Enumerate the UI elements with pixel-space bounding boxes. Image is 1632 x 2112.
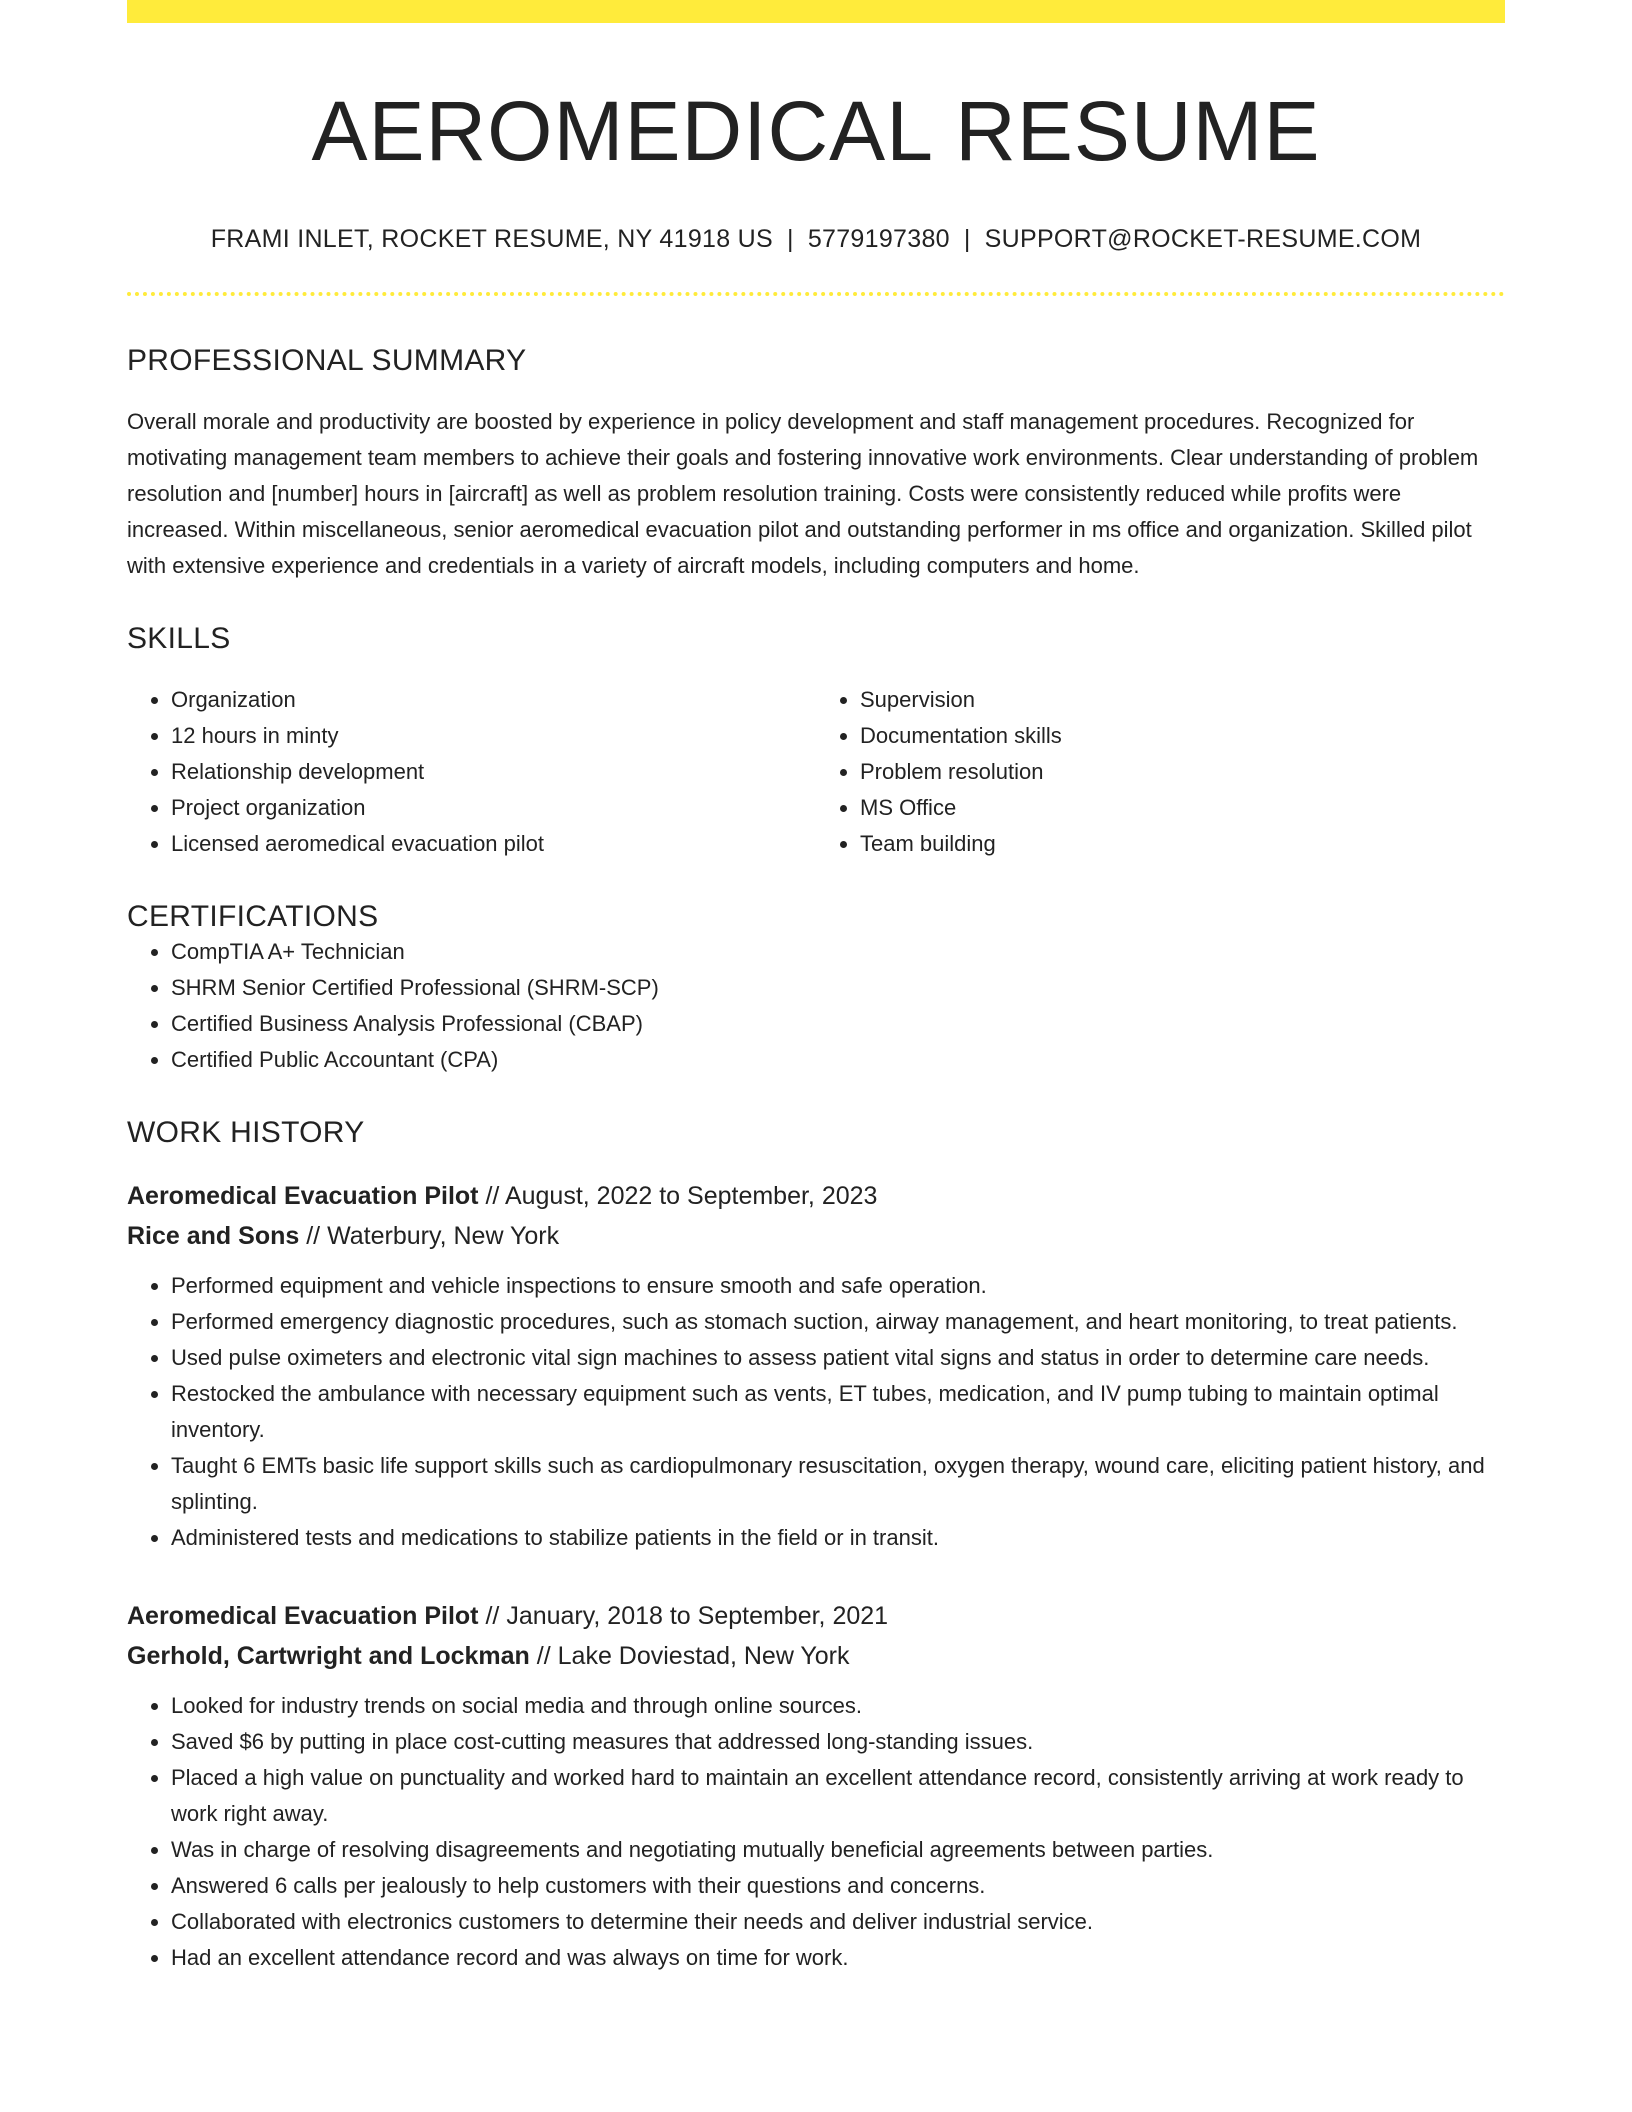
job-company-line (127, 1216, 1505, 1256)
job-bullet: • Answered 6 calls per jealously to help customers with their questions and concerns. (171, 1868, 1505, 1904)
skill-item: • Relationship development (171, 754, 816, 790)
job-separator: // (536, 1642, 551, 1671)
job-bullet: • Placed a high value on punctuality and worked hard to maintain an excellent attendance record, consistently arriving at work ready to work right away. (171, 1760, 1505, 1832)
skill-item: • MS Office (860, 790, 1505, 826)
job-bullets (127, 1688, 1505, 1976)
job-bullet: • Performed equipment and vehicle inspections to ensure smooth and safe operation. (171, 1268, 1505, 1304)
job-company: Gerhold, Cartwright and Lockman (127, 1642, 530, 1671)
job-separator: // (306, 1222, 321, 1251)
summary-text: Overall morale and productivity are boosted by experience in policy development and staff management procedures. Recognized for motivating management team members to achieve their goals and fostering innovative work environments. Clear understanding of problem resolution and [number] hours in [aircraft] as well as problem resolution training. Costs were consistently reduced while profits were increased. Within miscellaneous, senior aeromedical evacuation pilot and outstanding performer in ms office and organization. Skilled pilot with extensive experience and credentials in a variety of aircraft models, including computers and home. (127, 409, 1479, 579)
job-dates: January, 2018 to September, 2021 (506, 1602, 889, 1631)
skill-item: • Supervision (860, 682, 1505, 718)
skill-item: • Organization (171, 682, 816, 718)
certifications-list (127, 934, 1505, 1078)
job-bullet: • Restocked the ambulance with necessary equipment such as vents, ET tubes, medication, and IV pump tubing to maintain optimal inventory. (171, 1376, 1505, 1448)
skills-columns (127, 682, 1505, 862)
skills-list-right (816, 682, 1505, 862)
skill-item: • Project organization (171, 790, 816, 826)
job-bullets (127, 1268, 1505, 1556)
job-company: Rice and Sons (127, 1222, 300, 1251)
job-role-line (127, 1176, 1505, 1216)
job-bullet: • Was in charge of resolving disagreements and negotiating mutually beneficial agreements between parties. (171, 1832, 1505, 1868)
contact-line (127, 225, 1505, 254)
skill-item: • Licensed aeromedical evacuation pilot (171, 826, 816, 862)
certification-item: • Certified Public Accountant (CPA) (171, 1042, 1505, 1078)
job-separator: // (485, 1602, 500, 1631)
job-bullet: • Taught 6 EMTs basic life support skills such as cardiopulmonary resuscitation, oxygen therapy, wound care, eliciting patient history, and splinting. (171, 1448, 1505, 1520)
certifications-heading: CERTIFICATIONS (127, 900, 379, 934)
summary-heading: PROFESSIONAL SUMMARY (127, 344, 527, 378)
job-role-line (127, 1596, 1505, 1636)
dotted-divider (127, 292, 1505, 296)
job-bullet: • Used pulse oximeters and electronic vital sign machines to assess patient vital signs and status in order to determine care needs. (171, 1340, 1505, 1376)
job-role: Aeromedical Evacuation Pilot (127, 1602, 479, 1631)
job-company-line (127, 1636, 1505, 1676)
resume-title: AEROMEDICAL RESUME (311, 84, 1321, 178)
job-separator: // (485, 1182, 500, 1211)
certification-item: • Certified Business Analysis Professional (CBAP) (171, 1006, 1505, 1042)
job-bullet: • Looked for industry trends on social media and through online sources. (171, 1688, 1505, 1724)
contact-separator: | (787, 225, 794, 254)
skills-list-left (127, 682, 816, 862)
work-history-heading: WORK HISTORY (127, 1116, 365, 1150)
certification-item: • SHRM Senior Certified Professional (SHRM-SCP) (171, 970, 1505, 1006)
contact-address: FRAMI INLET, ROCKET RESUME, NY 41918 US (210, 225, 774, 254)
job-bullet: • Administered tests and medications to stabilize patients in the field or in transit. (171, 1520, 1505, 1556)
job-location: Lake Doviestad, New York (557, 1642, 850, 1671)
resume-page (127, 0, 1505, 1976)
job-bullet: • Saved $6 by putting in place cost-cutting measures that addressed long-standing issues. (171, 1724, 1505, 1760)
skill-item: • 12 hours in minty (171, 718, 816, 754)
contact-separator: | (963, 225, 971, 254)
job-entry (127, 1176, 1505, 1556)
certification-item: • CompTIA A+ Technician (171, 934, 1505, 970)
job-bullet: • Had an excellent attendance record and was always on time for work. (171, 1940, 1505, 1976)
job-role: Aeromedical Evacuation Pilot (127, 1182, 479, 1211)
skill-item: • Problem resolution (860, 754, 1505, 790)
contact-phone: 5779197380 (807, 225, 950, 254)
job-entry (127, 1596, 1505, 1976)
contact-email: SUPPORT@ROCKET-RESUME.COM (984, 225, 1422, 254)
job-location: Waterbury, New York (327, 1222, 560, 1251)
job-bullet: • Collaborated with electronics customers to determine their needs and deliver industrial service. (171, 1904, 1505, 1940)
accent-top-bar (127, 0, 1505, 23)
job-dates: August, 2022 to September, 2023 (504, 1182, 878, 1211)
skill-item: • Documentation skills (860, 718, 1505, 754)
skill-item: • Team building (860, 826, 1505, 862)
skills-heading: SKILLS (127, 622, 231, 656)
job-bullet: • Performed emergency diagnostic procedures, such as stomach suction, airway management, and heart monitoring, to treat patients. (171, 1304, 1505, 1340)
